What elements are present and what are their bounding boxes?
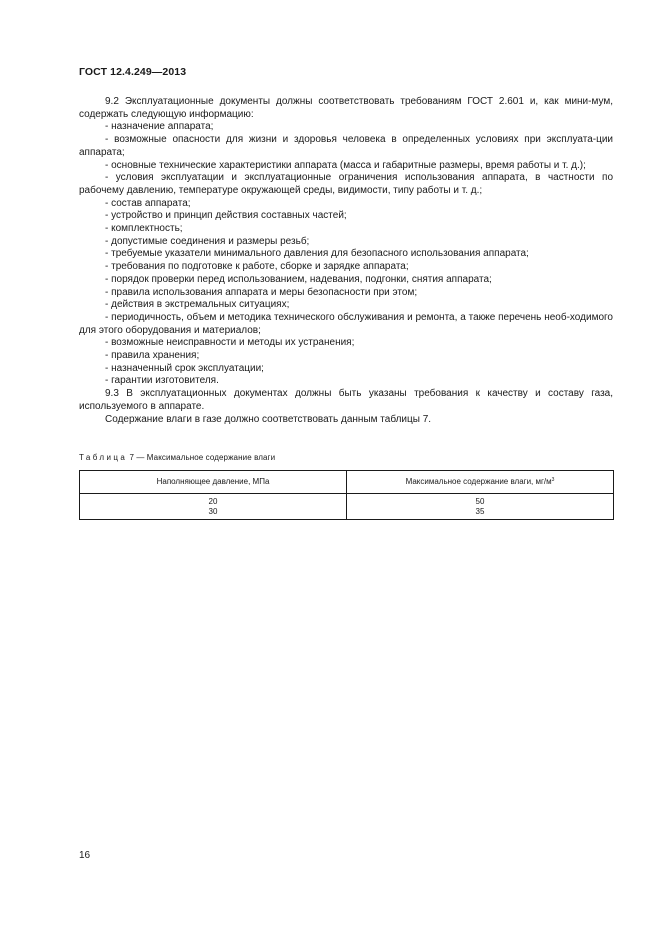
table-caption xyxy=(79,452,275,465)
moisture-table xyxy=(79,470,614,520)
list-item: - условия эксплуатации и эксплуатационные ограничения использования аппарата, в частности по рабочему давлению, температуре окружающей среды, видимости, типу работы и т. д.; xyxy=(79,172,613,196)
list-item: - гарантии изготовителя. xyxy=(105,375,219,387)
moisture-value: 35 xyxy=(475,507,485,516)
pressure-value: 20 xyxy=(208,497,218,506)
list-item: - требования по подготовке к работе, сборке и зарядке аппарата; xyxy=(105,261,409,273)
list-item: - требуемые указатели минимального давления для безопасного использования аппарата; xyxy=(105,248,529,260)
pressure-cell xyxy=(80,494,347,520)
list-item: - комплектность; xyxy=(105,223,183,235)
column-header-moisture: Максимальное содержание влаги, $мг/м^3$ xyxy=(347,471,614,494)
paragraph-9-3: 9.3 В эксплуатационных документах должны быть указаны требования к качеству и составу газа, используемого в аппарате. xyxy=(79,388,613,412)
table-row xyxy=(80,494,614,520)
table-caption-word: Таблица xyxy=(79,453,128,462)
table-header-row xyxy=(80,471,614,494)
list-item: - назначение аппарата; xyxy=(105,121,214,133)
list-item: - действия в экстремальных ситуациях; xyxy=(105,299,290,311)
table-caption-title: 7 — Максимальное содержание влаги xyxy=(127,453,276,462)
list-item: - правила использования аппарата и меры безопасности при этом; xyxy=(105,286,418,298)
list-item: - порядок проверки перед использованием, надевания, подгонки, снятия аппарата; xyxy=(105,273,492,285)
list-item: - периодичность, объем и методика технического обслуживания и ремонта, а также перечень необ-ходимого для этого оборудования и материалов; xyxy=(79,311,613,336)
list-item: - назначенный срок эксплуатации; xyxy=(105,362,264,374)
list-item: - возможные неисправности и методы их устранения; xyxy=(105,337,355,349)
list-item: - правила хранения; xyxy=(105,350,200,362)
paragraph-moisture: Содержание влаги в газе должно соответствовать данным таблицы 7. xyxy=(105,413,432,425)
document-body xyxy=(79,96,613,426)
moisture-value: 50 xyxy=(475,497,485,506)
list-item: - состав аппарата; xyxy=(105,197,191,209)
list-item: - устройство и принцип действия составных частей; xyxy=(105,210,347,222)
page-number: 16 xyxy=(79,850,91,861)
list-item: - возможные опасности для жизни и здоровья человека в определенных условиях при эксплуата-ции аппарата; xyxy=(79,134,613,158)
document-header: ГОСТ 12.4.249—2013 xyxy=(79,66,187,78)
list-item: - основные технические характеристики аппарата (масса и габаритные размеры, время работы и т. д.); xyxy=(105,159,586,171)
moisture-cell xyxy=(347,494,614,520)
paragraph-9-2: 9.2 Эксплуатационные документы должны соответствовать требованиям ГОСТ 2.601 и, как мини-мум, содержать следующую информацию: xyxy=(79,96,613,120)
unit-superscript: 3 xyxy=(551,477,555,483)
column-header-pressure: Наполняющее давление, МПа xyxy=(80,471,347,494)
pressure-value: 30 xyxy=(208,507,218,516)
list-item: - допустимые соединения и размеры резьб; xyxy=(105,235,310,247)
